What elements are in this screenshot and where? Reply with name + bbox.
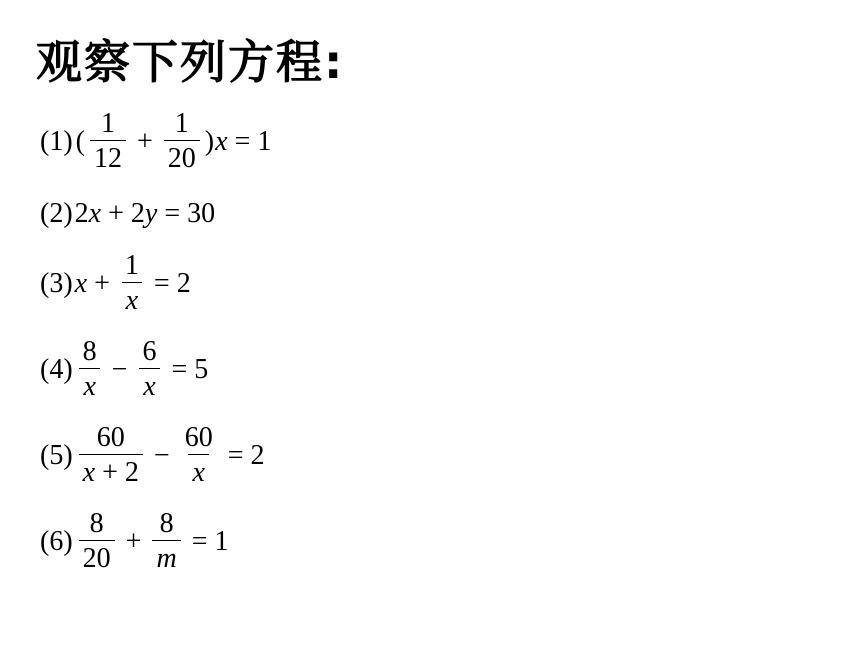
minus-sign: −	[111, 353, 128, 385]
minus-sign: −	[153, 439, 170, 471]
variable: x	[74, 267, 88, 299]
denominator: 12	[90, 140, 126, 173]
variable: y	[144, 198, 158, 229]
fraction	[79, 424, 143, 487]
equation-label: (1)	[40, 125, 73, 157]
numerator: 60	[184, 422, 213, 453]
denominator-constant: 2	[124, 457, 139, 488]
numerator: 8	[159, 508, 174, 539]
numerator: 1	[100, 108, 115, 139]
close-paren: )	[204, 125, 215, 157]
equation-4	[40, 338, 208, 401]
denominator: x	[79, 368, 99, 401]
denominator: x	[188, 454, 208, 487]
numerator: 60	[96, 422, 125, 453]
variable: x	[215, 125, 228, 157]
fraction	[121, 252, 143, 315]
fraction	[138, 338, 160, 401]
fraction	[90, 110, 126, 173]
denominator: 20	[79, 540, 115, 573]
denominator: 20	[164, 140, 200, 173]
denominator	[79, 454, 143, 487]
equation-label: (5)	[40, 439, 73, 471]
right-hand-side: 30	[187, 198, 216, 229]
denominator: m	[152, 540, 180, 573]
equation-6	[40, 510, 228, 573]
numerator: 8	[89, 508, 104, 539]
right-hand-side: 1	[214, 525, 229, 557]
equation-label: (3)	[40, 267, 73, 299]
equation-5	[40, 424, 264, 487]
numerator: 8	[82, 336, 97, 367]
fraction	[79, 338, 101, 401]
equals-sign: =	[191, 525, 208, 557]
equation-1	[40, 110, 271, 173]
fraction	[152, 510, 180, 573]
denominator: x	[122, 282, 142, 315]
right-hand-side: 2	[250, 439, 265, 471]
equation-label: (2)	[40, 198, 73, 229]
equation-label: (6)	[40, 525, 73, 557]
equals-sign: =	[153, 267, 170, 299]
equals-sign: =	[164, 198, 181, 229]
right-hand-side: 1	[257, 125, 272, 157]
denominator-variable: x	[82, 457, 96, 488]
equation-3	[40, 252, 191, 315]
equation-2	[40, 200, 215, 228]
variable: x	[88, 198, 102, 229]
equals-sign: =	[227, 439, 244, 471]
equation-label: (4)	[40, 353, 73, 385]
fraction	[79, 510, 115, 573]
numerator: 1	[124, 250, 139, 281]
right-hand-side: 5	[194, 353, 209, 385]
numerator: 6	[142, 336, 157, 367]
coefficient: 2	[74, 198, 89, 229]
denominator: x	[139, 368, 159, 401]
plus-sign: +	[94, 267, 110, 299]
plus-sign: +	[102, 457, 118, 488]
fraction	[164, 110, 200, 173]
numerator: 1	[174, 108, 189, 139]
equals-sign: =	[171, 353, 188, 385]
coefficient: 2	[130, 198, 145, 229]
page-title: 观察下列方程:	[36, 35, 345, 89]
equals-sign: =	[234, 125, 251, 157]
right-hand-side: 2	[176, 267, 191, 299]
plus-sign: +	[136, 125, 153, 157]
open-paren: (	[75, 125, 85, 157]
plus-sign: +	[125, 525, 142, 557]
plus-sign: +	[108, 198, 124, 229]
fraction	[181, 424, 217, 487]
